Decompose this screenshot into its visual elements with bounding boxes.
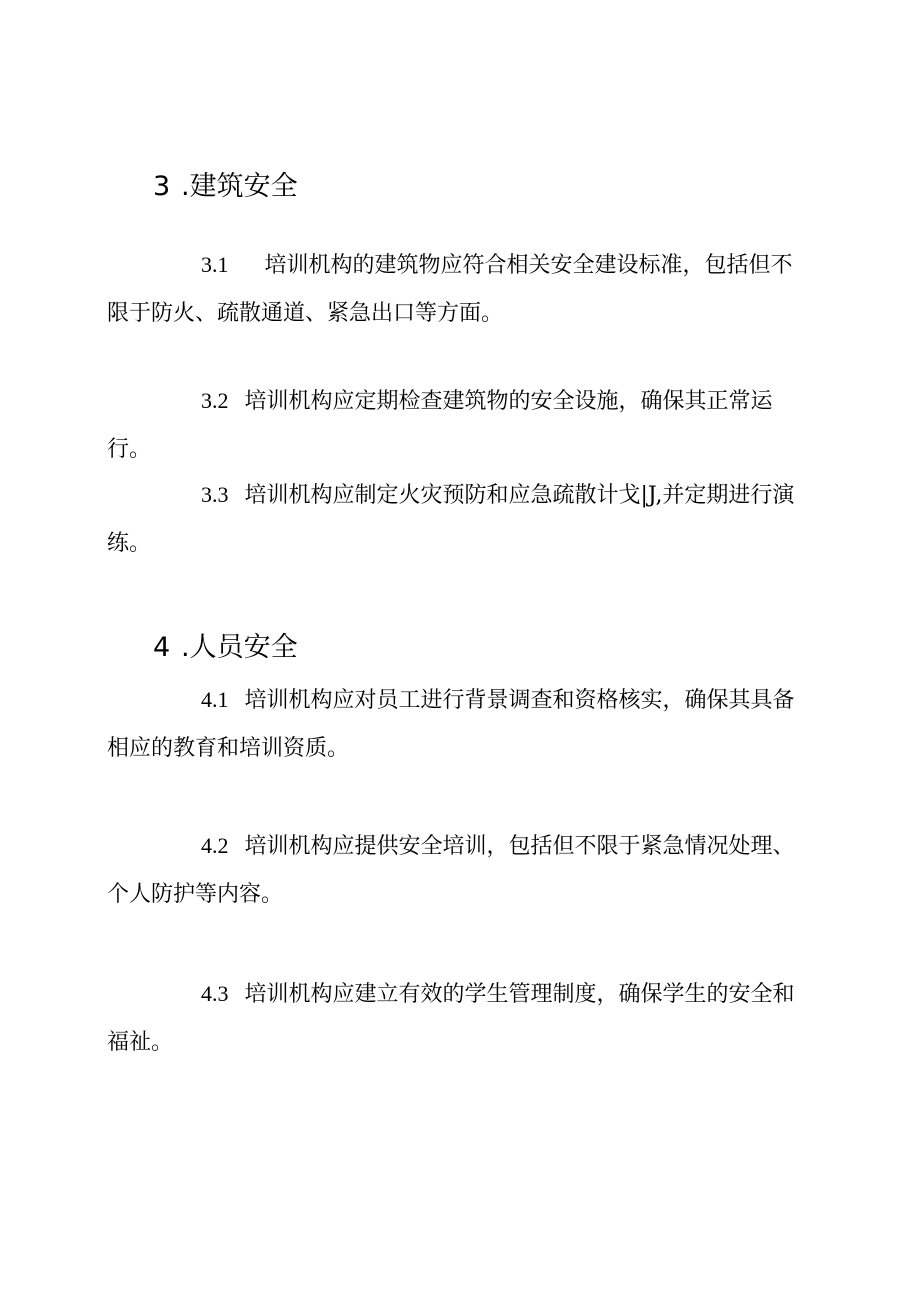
clause-4-2 [107,822,807,919]
clause-3-3 [107,471,807,568]
clause-3-2 [107,377,807,474]
section-number: 3 [153,171,171,202]
clause-text: 培训机构应定期检查建筑物的安全设施，确保其正常运行。 [107,389,773,462]
clause-3-1 [107,241,807,338]
clause-number: 4.3 [201,981,229,1006]
section-title: .人员安全 [181,632,298,663]
section-title: .建筑安全 [181,171,298,202]
section-heading-4 [153,632,298,664]
section-heading-3 [153,171,298,203]
clause-text: 培训机构应提供安全培训，包括但不限于紧急情况处理、个人防护等内容。 [107,834,795,907]
clause-number: 3.2 [201,388,229,413]
clause-text: 培训机构应对员工进行背景调查和资格核实，确保其具备相应的教育和培训资质。 [107,688,795,761]
clause-4-1 [107,676,807,773]
clause-text: 培训机构应建立有效的学生管理制度，确保学生的安全和福祉。 [107,982,795,1055]
clause-number: 3.3 [201,482,229,507]
clause-text: 培训机构应制定火灾预防和应急疏散计戈|J,并定期进行演练。 [107,483,795,556]
clause-4-3 [107,970,807,1067]
clause-number: 4.1 [201,687,229,712]
clause-number: 3.1 [201,252,229,277]
clause-number: 4.2 [201,833,229,858]
section-number: 4 [153,632,171,663]
clause-text: 培训机构的建筑物应符合相关安全建设标准，包括但不限于防火、疏散通道、紧急出口等方面。 [107,253,793,326]
